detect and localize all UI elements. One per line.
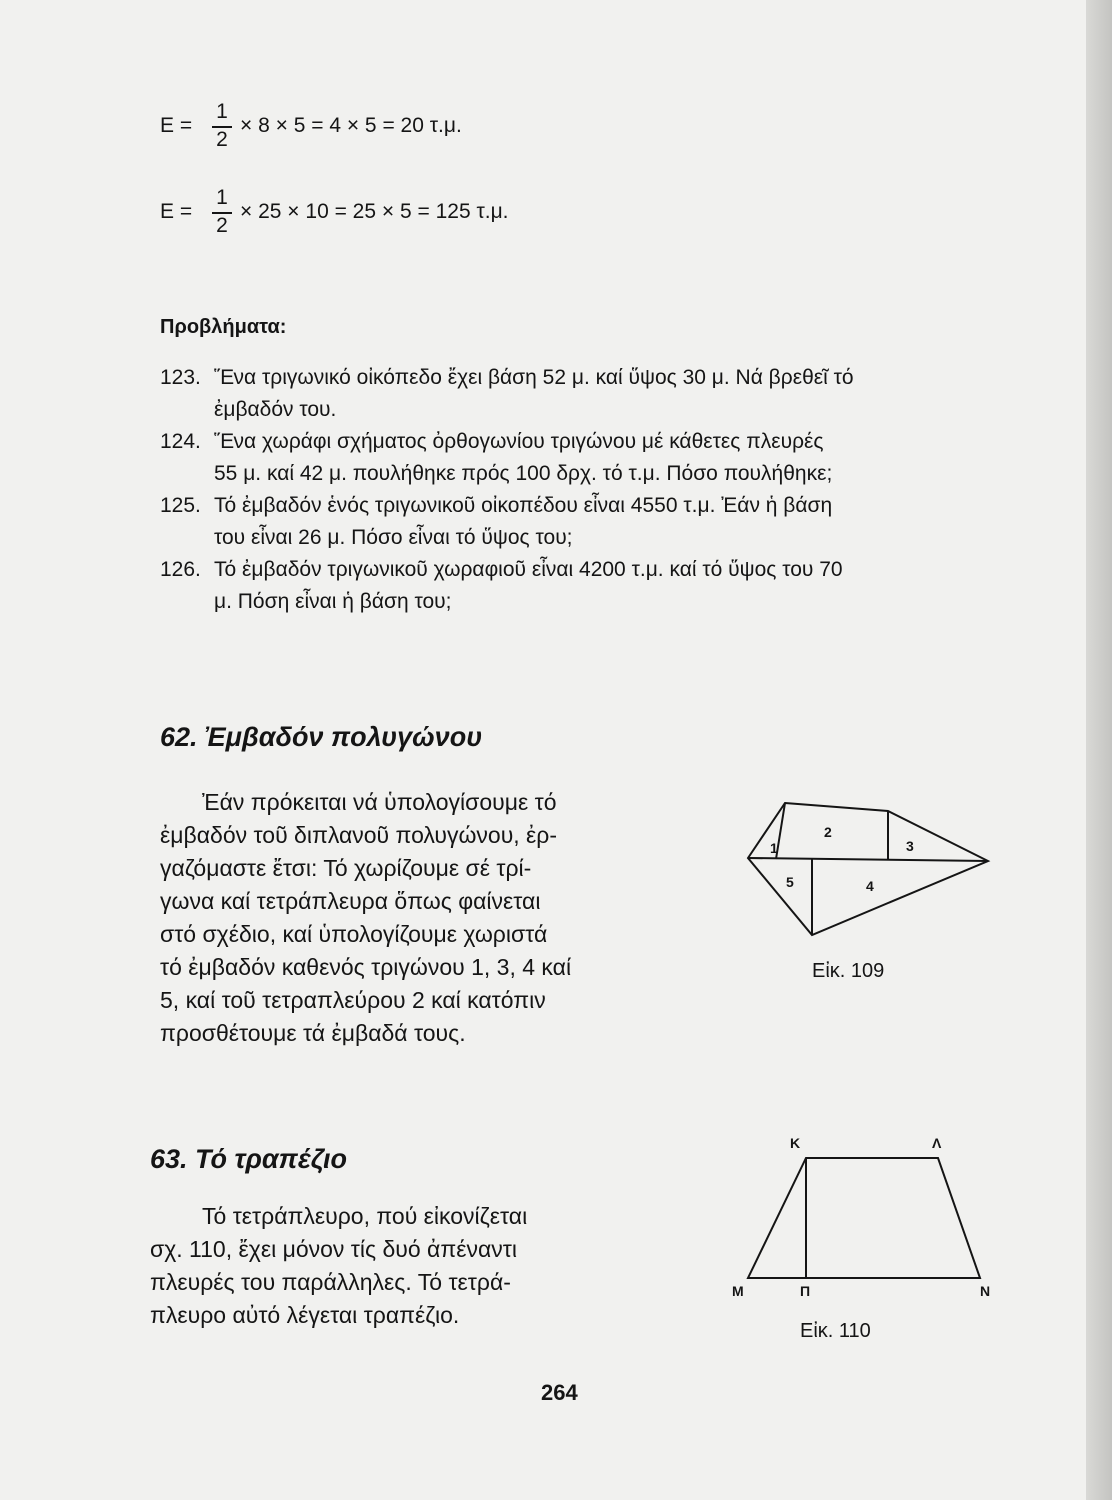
- problem-item-124: [160, 426, 1020, 490]
- paragraph-line: τό ἐμβαδόν καθενός τριγώνου 1, 3, 4 καί: [160, 954, 572, 980]
- formula-1-prefix: E =: [160, 114, 193, 137]
- figure-110-caption: Εἰκ. 110: [800, 1320, 871, 1342]
- region-label-5: 5: [786, 874, 794, 890]
- paragraph-line: Τό τετράπλευρο, πού εἰκονίζεται: [202, 1203, 528, 1229]
- figure-109-caption: Εἰκ. 109: [812, 960, 885, 982]
- section-63-paragraph: [150, 1200, 682, 1332]
- formula-2-denominator: 2: [216, 214, 228, 237]
- paragraph-line: σχ. 110, ἔχει μόνον τίς δυό ἀπέναντι: [150, 1236, 517, 1262]
- paragraph-line: γωνα καί τετράπλευρα ὅπως φαίνεται: [160, 888, 541, 914]
- region-label-4: 4: [866, 878, 874, 894]
- paragraph-line: πλευρο αὐτό λέγεται τραπέζιο.: [150, 1302, 460, 1328]
- problem-item-126: [160, 554, 1020, 618]
- vertex-label-l: Λ: [932, 1135, 942, 1151]
- problem-text-line: Τό ἐμβαδόν ἑνός τριγωνικοῦ οἰκοπέδου εἶναι 4550 τ.μ. Ἐάν ἡ βάση: [214, 494, 833, 517]
- problems-list: [160, 362, 1020, 622]
- formula-2: [160, 186, 720, 250]
- paragraph-line: ἐμβαδόν τοῦ διπλανοῦ πολυγώνου, ἐρ-: [160, 822, 558, 848]
- trapezoid-outline: [748, 1158, 980, 1278]
- formula-1-denominator: 2: [216, 128, 228, 151]
- paragraph-line: στό σχέδιο, καί ὑπολογίζουμε χωριστά: [160, 921, 548, 947]
- problem-text-line: Ἕνα τριγωνικό οἰκόπεδο ἔχει βάση 52 μ. καί ὕψος 30 μ. Νά βρεθεῖ τό: [214, 366, 854, 389]
- vertex-label-k: Κ: [790, 1135, 801, 1151]
- problem-number: 124.: [160, 430, 201, 453]
- problem-text-line: μ. Πόση εἶναι ἡ βάση του;: [214, 590, 452, 613]
- problem-text-line: του εἶναι 26 μ. Πόσο εἶναι τό ὕψος του;: [214, 526, 573, 549]
- problem-number: 123.: [160, 366, 201, 389]
- formula-2-numerator: 1: [216, 186, 228, 209]
- region-label-2: 2: [824, 824, 832, 840]
- section-63-title: 63. Τό τραπέζιο: [150, 1144, 348, 1174]
- paragraph-line: γαζόμαστε ἔτσι: Τό χωρίζουμε σέ τρί-: [160, 855, 532, 881]
- problem-number: 126.: [160, 558, 201, 581]
- formula-1: [160, 100, 720, 164]
- polygon-figure: [740, 795, 1000, 945]
- region-label-3: 3: [906, 838, 914, 854]
- polygon-outline: [748, 803, 988, 935]
- section-62-title: 62. Ἐμβαδόν πολυγώνου: [160, 722, 483, 752]
- paragraph-line: 5, καί τοῦ τετραπλεύρου 2 καί κατόπιν: [160, 987, 546, 1013]
- formula-1-numerator: 1: [216, 100, 228, 123]
- section-62-paragraph: [160, 786, 690, 1050]
- problem-text-line: Ἕνα χωράφι σχήματος ὀρθογωνίου τριγώνου μέ κάθετες πλευρές: [214, 430, 824, 453]
- vertex-label-n: Ν: [980, 1283, 991, 1299]
- formula-2-expression: × 25 × 10 = 25 × 5 = 125 τ.μ.: [240, 200, 509, 223]
- vertex-label-m: Μ: [732, 1283, 744, 1299]
- problem-number: 125.: [160, 494, 201, 517]
- problem-item-123: [160, 362, 1020, 426]
- polygon-diagonal: [748, 858, 988, 861]
- formula-2-prefix: E =: [160, 200, 193, 223]
- region-label-1: 1: [770, 840, 778, 856]
- problem-text-line: ἐμβαδόν του.: [214, 398, 337, 421]
- paragraph-line: προσθέτουμε τά ἐμβαδά τους.: [160, 1020, 466, 1046]
- page-edge-shadow: [1086, 0, 1112, 1500]
- vertex-label-p: Π: [800, 1283, 811, 1299]
- trapezoid-figure: [730, 1130, 1000, 1310]
- problem-text-line: Τό ἐμβαδόν τριγωνικοῦ χωραφιοῦ εἶναι 4200 τ.μ. καί τό ὕψος του 70: [214, 558, 843, 581]
- formula-1-expression: × 8 × 5 = 4 × 5 = 20 τ.μ.: [240, 114, 462, 137]
- problem-item-125: [160, 490, 1020, 554]
- problem-text-line: 55 μ. καί 42 μ. πουλήθηκε πρός 100 δρχ. τό τ.μ. Πόσο πουλήθηκε;: [214, 462, 833, 485]
- problems-heading: Προβλήματα:: [160, 316, 287, 338]
- page-number: 264: [541, 1380, 578, 1405]
- paragraph-line: Ἐάν πρόκειται νά ὑπολογίσουμε τό: [202, 789, 557, 815]
- paragraph-line: πλευρές του παράλληλες. Τό τετρά-: [150, 1269, 511, 1295]
